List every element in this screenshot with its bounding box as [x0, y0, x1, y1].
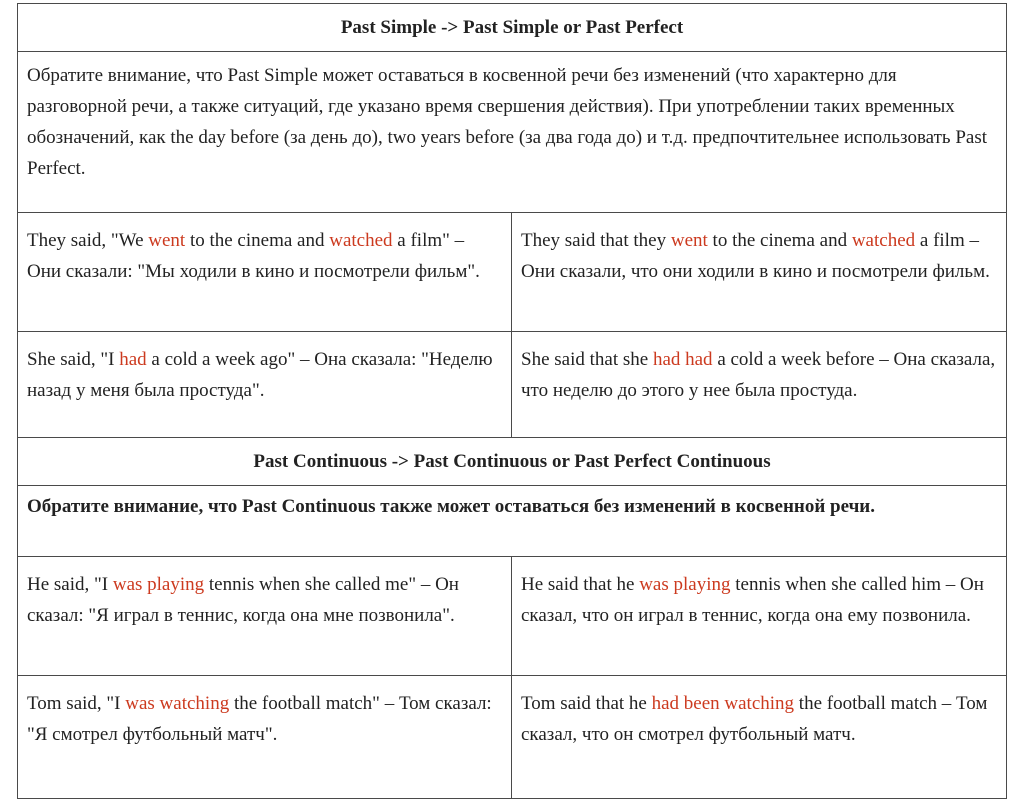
text: to the cinema and: [707, 230, 852, 251]
text: a film – Они сказали, что они ходили в кино и посмотрели фильм.: [521, 230, 990, 282]
section-header: Past Simple -> Past Simple or Past Perfect: [18, 4, 1007, 52]
grammar-table: [17, 3, 1007, 799]
table-row: [18, 213, 1007, 332]
highlighted-verb: had been watching: [651, 693, 795, 714]
text: to the cinema and: [185, 230, 330, 251]
text: tennis when she called him – Он сказал, что он играл в теннис, когда она ему позвонила.: [521, 574, 984, 626]
highlighted-verb: went: [670, 230, 708, 251]
highlighted-verb: had: [119, 349, 147, 370]
highlighted-verb: had had: [652, 349, 713, 370]
text: He said that he: [521, 574, 640, 595]
highlighted-verb: was playing: [112, 574, 205, 595]
reported-speech-cell: [512, 557, 1007, 676]
text: Tom said that he: [521, 693, 652, 714]
direct-speech-cell: [18, 557, 512, 676]
text: She said that she: [521, 349, 653, 370]
section-header-row: [18, 4, 1007, 52]
text: She said, "I: [27, 349, 120, 370]
reported-speech-cell: [512, 213, 1007, 332]
direct-speech-cell: [18, 676, 512, 799]
note-row: [18, 52, 1007, 213]
note-text: Обратите внимание, что Past Continuous также может оставаться без изменений в косвенной речи.: [18, 486, 1007, 557]
highlighted-verb: was playing: [639, 574, 731, 595]
text: a cold a week before – Она сказала, что неделю до этого у нее была простуда.: [521, 349, 996, 401]
text: the football match" – Том сказал: "Я смотрел футбольный матч".: [27, 693, 492, 745]
highlighted-verb: was watching: [125, 693, 230, 714]
note-row: [18, 486, 1007, 557]
table-row: [18, 332, 1007, 438]
text: tennis when she called me" – Он сказал: "Я играл в теннис, когда она мне позвонила".: [27, 574, 459, 626]
highlighted-verb: went: [148, 230, 186, 251]
table-row: [18, 676, 1007, 799]
text: Tom said, "I: [27, 693, 126, 714]
note-text: Обратите внимание, что Past Simple может оставаться в косвенной речи без изменений (что характерно для разговорной речи, а также ситуаций, где указано время свершения действия). При употреблении таких временных обозначений, как the day before (за день до), two years before (за два года до) и т.д. предпочтительнее использовать Past Perfect.: [18, 52, 1007, 213]
text: They said, "We: [27, 230, 149, 251]
direct-speech-cell: [18, 213, 512, 332]
text: They said that they: [521, 230, 671, 251]
table-row: [18, 557, 1007, 676]
reported-speech-cell: [512, 676, 1007, 799]
direct-speech-cell: [18, 332, 512, 438]
highlighted-verb: watched: [851, 230, 916, 251]
reported-speech-cell: [512, 332, 1007, 438]
text: a cold a week ago" – Она сказала: "Неделю назад у меня была простуда".: [27, 349, 493, 401]
highlighted-verb: watched: [329, 230, 393, 251]
section-header-row: [18, 438, 1007, 486]
text: a film" – Они сказали: "Мы ходили в кино и посмотрели фильм".: [27, 230, 480, 282]
section-header: Past Continuous -> Past Continuous or Past Perfect Continuous: [18, 438, 1007, 486]
text: He said, "I: [27, 574, 113, 595]
text: the football match – Том сказал, что он смотрел футбольный матч.: [521, 693, 988, 745]
